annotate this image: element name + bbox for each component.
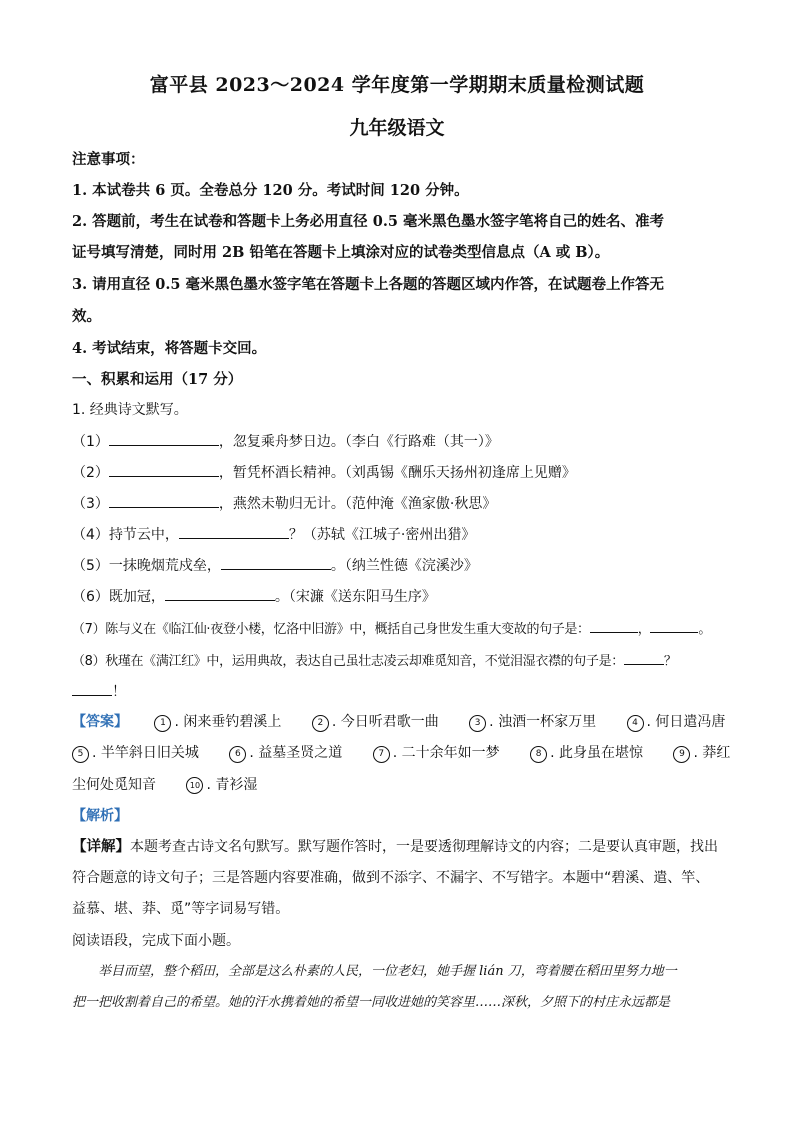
answer-item: 2 . 今日听君歌一曲 bbox=[312, 712, 439, 732]
item-prefix: （5）一抹晚烟荒戍垒， bbox=[72, 558, 221, 574]
poem-item-4 bbox=[72, 524, 732, 545]
poem-item-5 bbox=[72, 555, 732, 576]
item-prefix: （1） bbox=[72, 434, 109, 450]
answer-item: 9 . 莽红 bbox=[673, 743, 730, 763]
poem-item-1 bbox=[72, 431, 732, 452]
item-text: 。（纳兰性德《浣溪沙》 bbox=[330, 558, 478, 574]
poem-item-6 bbox=[72, 586, 732, 607]
answer-item: 7 . 二十余年如一梦 bbox=[373, 743, 500, 763]
poem-item-8-cont bbox=[72, 681, 732, 702]
analysis-label: 【解析】 bbox=[72, 808, 128, 824]
reading-passage-line: 举目而望，整个稻田，全部是这么朴素的人民，一位老妇，她手握 lián 刀，弯着腰在稻田里努力地一 bbox=[98, 964, 677, 979]
reading-intro: 阅读语段，完成下面小题。 bbox=[72, 933, 240, 949]
notes-item: 4. 考试结束，将答题卡交回。 bbox=[72, 340, 267, 357]
item-text: ，暂凭杯酒长精神。（刘禹锡《酬乐天扬州初逢席上见赠》 bbox=[218, 465, 576, 481]
answer-item: 6 . 益墓圣贤之道 bbox=[229, 743, 342, 763]
analysis-line-3: 益慕、堪、莽、觅”等字词易写错。 bbox=[72, 901, 290, 917]
poem-item-2 bbox=[72, 462, 732, 483]
notes-item: 效。 bbox=[72, 308, 101, 325]
answer-blank[interactable] bbox=[109, 462, 219, 477]
item-text: ？（苏轼《江城子·密州出猎》 bbox=[288, 527, 476, 543]
item-prefix: （3） bbox=[72, 496, 109, 512]
analysis-line-1: 【详解】本题考查古诗文名句默写。默写题作答时，一是要透彻理解诗文的内容；二是要认真审题，找出 bbox=[72, 838, 718, 855]
answer-item: 5 . 半竿斜日旧关城 bbox=[72, 743, 199, 763]
question-stem: 1. 经典诗文默写。 bbox=[72, 402, 188, 418]
answer-label: 【答案】 bbox=[72, 714, 128, 730]
answer-line-3: 尘何处觅知音 10 . 青衫湿 bbox=[72, 777, 258, 793]
answer-item: 4 . 何日遣冯唐 bbox=[627, 712, 726, 732]
answer-blank[interactable] bbox=[221, 555, 331, 570]
item-text: ，燕然未勒归无计。（范仲淹《渔家傲·秋思》 bbox=[218, 496, 497, 512]
exam-title: 富平县 2023～2024 学年度第一学期期末质量检测试题 bbox=[149, 74, 645, 96]
item-prefix: （2） bbox=[72, 465, 109, 481]
item-text: ，忽复乘舟梦日边。（李白《行路难（其一）》 bbox=[218, 434, 499, 450]
item-text: 。（宋濂《送东阳马生序》 bbox=[274, 589, 436, 605]
item-text: （8）秋瑾在《满江红》中，运用典故，表达自己虽壮志凌云却难觅知音，不觉泪湿衣襟的句子是： bbox=[72, 654, 624, 669]
answer-blank[interactable] bbox=[179, 524, 289, 539]
reading-passage-line: 把一把收割着自己的希望。她的汗水携着她的希望一同收进她的笑容里……深秋，夕照下的村庄永远都是 bbox=[72, 995, 671, 1010]
analysis-line-2: 符合题意的诗文句子；三是答题内容要准确，做到不添字、不漏字、不写错字。本题中“碧溪、遣、竿、 bbox=[72, 870, 710, 886]
poem-item-8 bbox=[72, 650, 732, 672]
answer-item: 3 . 浊酒一杯家万里 bbox=[469, 712, 596, 732]
item-prefix: （6）既加冠， bbox=[72, 589, 165, 605]
section-title: 一、积累和运用（17 分） bbox=[72, 371, 243, 388]
answer-blank[interactable] bbox=[624, 650, 664, 665]
answer-blank[interactable] bbox=[650, 618, 698, 633]
detail-label: 【详解】 bbox=[72, 838, 130, 855]
notes-item: 证号填写清楚，同时用 2B 铅笔在答题卡上填涂对应的试卷类型信息点（A 或 B）。 bbox=[72, 244, 610, 261]
item-end: ！ bbox=[112, 684, 126, 700]
notes-item: 3. 请用直径 0.5 毫米黑色墨水签字笔在答题卡上各题的答题区域内作答，在试题卷上作答无 bbox=[72, 276, 665, 293]
answer-item: 1 . 闲来垂钓碧溪上 bbox=[154, 712, 281, 732]
answer-item: 10 . 青衫湿 bbox=[186, 775, 257, 795]
item-text: （7）陈与义在《临江仙·夜登小楼，忆洛中旧游》中，概括自己身世发生重大变故的句子是： bbox=[72, 622, 590, 637]
answer-blank[interactable] bbox=[109, 493, 219, 508]
answer-blank[interactable] bbox=[72, 681, 112, 696]
item-sep: ， bbox=[637, 622, 651, 637]
exam-subtitle: 九年级语文 bbox=[349, 117, 445, 139]
item-end: ？ bbox=[663, 654, 677, 669]
item-prefix: （4）持节云中， bbox=[72, 527, 179, 543]
answer-blank[interactable] bbox=[165, 586, 275, 601]
item-end: 。 bbox=[698, 622, 712, 637]
answer-blank[interactable] bbox=[109, 431, 219, 446]
answer-line-2 bbox=[72, 743, 732, 763]
answer-line-1 bbox=[72, 712, 732, 732]
answer-item: 8 . 此身虽在堪惊 bbox=[530, 743, 643, 763]
notes-item: 1. 本试卷共 6 页。全卷总分 120 分。考试时间 120 分钟。 bbox=[72, 182, 469, 199]
poem-item-3 bbox=[72, 493, 732, 514]
answer-blank[interactable] bbox=[590, 618, 638, 633]
notes-item: 2. 答题前，考生在试卷和答题卡上务必用直径 0.5 毫米黑色墨水签字笔将自己的姓名、准考 bbox=[72, 213, 665, 230]
poem-item-7 bbox=[72, 618, 732, 640]
notes-heading: 注意事项： bbox=[72, 151, 145, 168]
